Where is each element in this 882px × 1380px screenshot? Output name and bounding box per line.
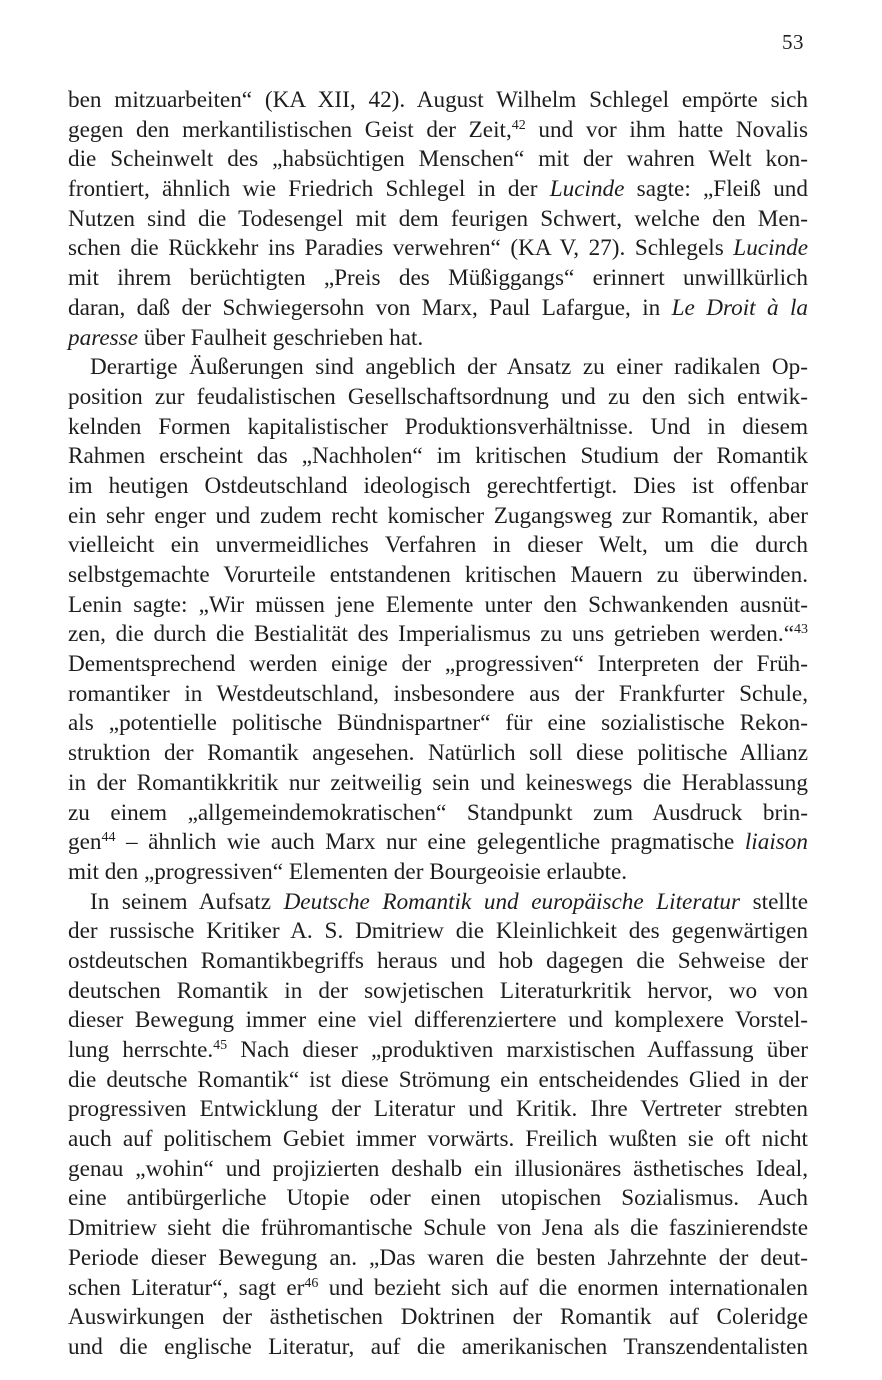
text-line — [68, 472, 808, 502]
text-run: frontiert, ähnlich wie Friedrich Schlegel in der — [68, 176, 550, 203]
text-line — [68, 739, 808, 769]
text-run: ein sehr enger und zudem recht komischer Zugangsweg zur Romantik, aber — [68, 502, 808, 529]
text-line — [68, 1274, 808, 1304]
paragraph — [68, 353, 808, 887]
paragraph — [68, 86, 808, 353]
text-run: vielleicht ein unvermeidliches Verfahren in dieser Welt, um die durch — [68, 532, 808, 559]
footnote-marker: 43 — [794, 622, 808, 638]
text-run: ben mitzuarbeiten“ (KA XII, 42). August Wilhelm Schlegel empörte sich — [68, 87, 808, 113]
text-run: gegen den merkantilistischen Geist der Zeit, — [68, 116, 512, 143]
text-run: schen Literatur“, sagt er — [68, 1274, 305, 1301]
italic-title: Lucinde — [549, 176, 625, 203]
italic-title: paresse — [68, 324, 138, 351]
text-line — [68, 383, 808, 413]
text-run: mit ihrem berüchtigten „Preis des Müßiggangs“ erinnert unwillkürlich — [68, 265, 808, 292]
text-line — [68, 828, 808, 858]
text-run: – ähnlich wie auch Marx nur eine gelegentliche pragmatische — [115, 829, 745, 856]
text-run: In seinem Aufsatz — [90, 888, 284, 915]
text-run: dieser Bewegung immer eine viel differenziertere und komplexere Vorstel- — [68, 1007, 808, 1034]
text-run: Periode dieser Bewegung an. „Das waren die besten Jahrzehnte der deut- — [68, 1244, 808, 1271]
text-run: deutschen Romantik in der sowjetischen Literaturkritik hervor, wo von — [68, 977, 808, 1004]
text-line — [68, 591, 808, 621]
text-line — [68, 413, 808, 443]
body-text — [68, 86, 808, 1363]
text-line — [68, 769, 808, 799]
text-run: Rahmen erscheint das „Nachholen“ im kritischen Studium der Romantik — [68, 443, 808, 470]
text-line — [68, 502, 808, 532]
text-run: und bezieht sich auf die enormen internationalen — [318, 1274, 808, 1301]
text-run: schen die Rückkehr ins Paradies verwehren“ (KA V, 27). Schlegels — [68, 235, 734, 262]
footnote-marker: 45 — [213, 1038, 228, 1053]
text-line — [68, 234, 808, 264]
text-run: stellte — [740, 888, 808, 915]
footnote-marker: 46 — [304, 1275, 319, 1291]
text-line — [68, 175, 808, 205]
text-line — [68, 1066, 808, 1096]
text-run: die Scheinwelt des „habsüchtigen Menschen“ mit der wahren Welt kon- — [68, 146, 808, 173]
text-run: sagte: „Fleiß und — [624, 176, 808, 203]
text-line — [68, 86, 808, 116]
paragraph — [68, 888, 808, 1363]
text-run: auch auf politischem Gebiet immer vorwärts. Freilich wußten sie oft nicht — [68, 1126, 808, 1153]
text-run: mit den „progressiven“ Elementen der Bourgeoisie erlaubte. — [68, 858, 628, 885]
text-line — [68, 561, 808, 591]
text-line — [68, 1244, 808, 1274]
text-line — [68, 353, 808, 383]
italic-title: Deutsche Romantik und europäische Literatur — [283, 888, 741, 915]
text-line — [68, 680, 808, 710]
page-number: 53 — [782, 30, 804, 54]
text-run: der russische Kritiker A. S. Dmitriew die Kleinlichkeit des gegenwärtigen — [68, 918, 808, 945]
text-line — [68, 1036, 808, 1066]
text-run: als „potentielle politische Bündnispartner“ für eine sozialistische Rekon- — [68, 710, 808, 737]
text-run: im heutigen Ostdeutschland ideologisch gerechtfertigt. Dies ist offenbar — [68, 472, 808, 499]
text-line — [68, 1155, 808, 1185]
text-run: ostdeutschen Romantikbegriffs heraus und hob dagegen die Sehweise der — [68, 947, 808, 974]
text-line — [68, 1333, 808, 1363]
text-run: progressiven Entwicklung der Literatur und Kritik. Ihre Vertreter strebten — [68, 1096, 808, 1123]
text-run: romantiker in Westdeutschland, insbesondere aus der Frankfurter Schule, — [68, 680, 808, 707]
text-line — [68, 442, 808, 472]
footnote-marker: 44 — [101, 830, 116, 846]
text-line — [68, 145, 808, 175]
italic-title: Le Droit à la — [671, 294, 808, 321]
text-line — [68, 294, 808, 324]
text-run: lung herrschte. — [68, 1037, 214, 1063]
text-run: eine antibürgerliche Utopie oder einen utopischen Sozialismus. Auch — [68, 1185, 808, 1212]
text-run: selbstgemachte Vorurteile entstandenen kritischen Mauern zu überwinden. — [68, 562, 808, 588]
text-run: Auswirkungen der ästhetischen Doktrinen der Romantik auf Coleridge — [68, 1304, 808, 1331]
text-run: gen — [68, 829, 102, 856]
text-run: daran, daß der Schwiegersohn von Marx, Paul Lafargue, in — [68, 294, 672, 321]
text-line — [68, 116, 808, 146]
text-run: struktion der Romantik angesehen. Natürlich soll diese politische Allianz — [68, 740, 808, 767]
text-run: genau „wohin“ und projizierten deshalb ein illusionäres ästhetisches Ideal, — [68, 1155, 808, 1182]
text-line — [68, 205, 808, 235]
text-line — [68, 650, 808, 680]
text-run: Dementsprechend werden einige der „progressiven“ Interpreten der Früh- — [68, 651, 808, 678]
text-line — [68, 264, 808, 294]
text-run: Lenin sagte: „Wir müssen jene Elemente unter den Schwankenden ausnüt- — [68, 591, 808, 618]
text-line — [68, 799, 808, 829]
text-line — [68, 977, 808, 1007]
text-line — [68, 531, 808, 561]
text-run: in der Romantikkritik nur zeitweilig sein und keineswegs die Herablassung — [68, 769, 808, 796]
text-line — [68, 1006, 808, 1036]
text-line — [68, 1214, 808, 1244]
text-line — [68, 888, 808, 918]
text-line — [68, 709, 808, 739]
text-line — [68, 1095, 808, 1125]
text-run: Derartige Äußerungen sind angeblich der Ansatz zu einer radikalen Op- — [90, 354, 808, 381]
italic-title: Lucinde — [733, 235, 808, 262]
text-line — [68, 947, 808, 977]
text-line — [68, 1303, 808, 1333]
text-run: zu einem „allgemeindemokratischen“ Standpunkt zum Ausdruck brin- — [68, 799, 808, 826]
text-line — [68, 1184, 808, 1214]
text-run: kelnden Formen kapitalistischer Produktionsverhältnisse. Und in diesem — [68, 413, 808, 440]
text-run: die deutsche Romantik“ ist diese Strömung ein entscheidendes Glied in der — [68, 1066, 808, 1093]
text-run: zen, die durch die Bestialität des Imperialismus zu uns getrieben werden.“ — [68, 621, 794, 648]
footnote-marker: 42 — [511, 117, 526, 133]
text-run: Nutzen sind die Todesengel mit dem feurigen Schwert, welche den Men- — [68, 205, 808, 232]
text-run: Dmitriew sieht die frühromantische Schule von Jena als die faszinierendste — [68, 1215, 808, 1242]
text-run: Nach dieser „produktiven marxistischen Auffassung über — [227, 1037, 809, 1063]
text-run: über Faulheit geschrieben hat. — [137, 324, 424, 351]
text-run: und die englische Literatur, auf die amerikanischen Transzendentalisten — [68, 1333, 808, 1360]
text-line — [68, 1125, 808, 1155]
text-run: und vor ihm hatte Novalis — [525, 116, 808, 143]
text-line — [68, 917, 808, 947]
italic-title: liaison — [744, 829, 808, 856]
text-line — [68, 858, 808, 888]
text-line — [68, 324, 808, 354]
text-run: position zur feudalistischen Gesellschaftsordnung und zu den sich entwik- — [68, 383, 808, 410]
text-line — [68, 620, 808, 650]
